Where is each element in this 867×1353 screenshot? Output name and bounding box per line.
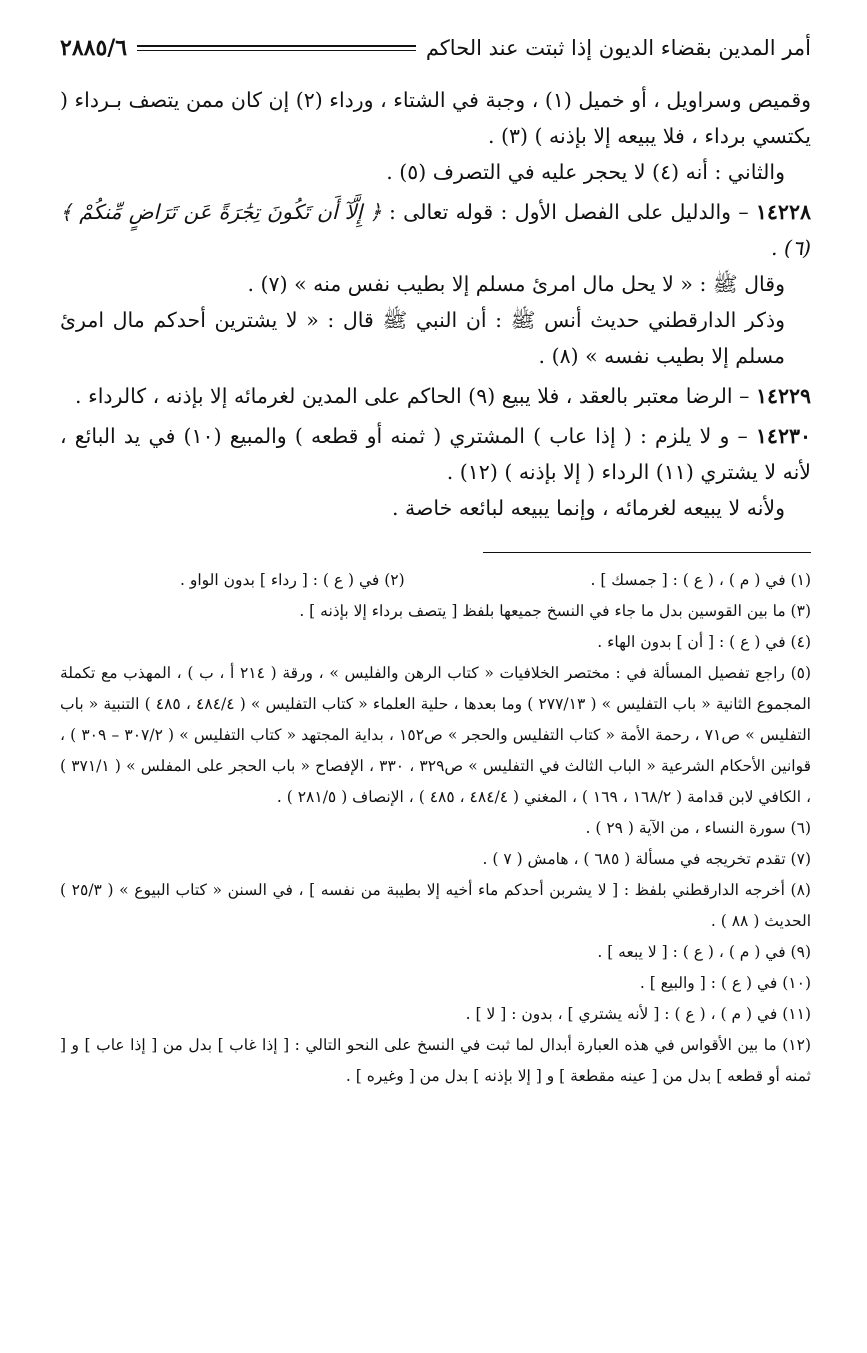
footnote-4: (٤) في ( ع ) : [ أن ] بدون الهاء . xyxy=(597,633,811,651)
footnote-3: (٣) ما بين القوسين بدل ما جاء في النسخ جميعها بلفظ [ يتصف برداء إلا بإذنه ] . xyxy=(299,602,811,620)
issue-paragraph xyxy=(60,194,811,266)
footnote-6: (٦) سورة النساء ، من الآية ( ٢٩ ) . xyxy=(585,819,811,837)
issue-number: ١٤٢٣٠ xyxy=(755,424,811,448)
paragraph: وذكر الدارقطني حديث أنس ﷺ : أن النبي ﷺ قال : « لا يشترين أحدكم مال امرئ مسلم إلا بطيب نفسه » (٨) . xyxy=(60,308,785,368)
footnote-2: (٢) في ( ع ) : [ رداء ] بدون الواو . xyxy=(180,571,405,589)
issue-dash: – xyxy=(737,424,748,448)
footnote-9: (٩) في ( م ) ، ( ع ) : [ لا يبعه ] . xyxy=(597,943,811,961)
footnote-7: (٧) تقدم تخريجه في مسألة ( ٦٨٥ ) ، هامش ( ٧ ) . xyxy=(482,850,811,868)
issue-paragraph xyxy=(60,418,811,490)
footnote-separator xyxy=(483,552,811,553)
issue-dash: – xyxy=(739,384,750,408)
issue-number: ١٤٢٢٩ xyxy=(755,384,811,408)
footnotes xyxy=(60,565,811,1092)
footnote-10: (١٠) في ( ع ) : [ والبيع ] . xyxy=(639,974,811,992)
issue-number: ١٤٢٢٨ xyxy=(755,200,811,224)
page-number: ٢٨٨٥/٦ xyxy=(60,35,128,61)
paragraph-text: الرضا معتبر بالعقد ، فلا يبيع (٩) الحاكم على المدين لغرمائه إلا بإذنه ، كالرداء . xyxy=(75,384,733,408)
footnote-11: (١١) في ( م ) ، ( ع ) : [ لأنه يشتري ] ، بدون : [ لا ] . xyxy=(465,1005,811,1023)
page-header xyxy=(60,28,811,68)
paragraph: وقميص وسراويل ، أو خميل (١) ، وجبة في الشتاء ، ورداء (٢) إن كان ممن يتصف بـرداء ( يكتسي برداء ، فلا يبيعه إلا بإذنه ) (٣) . xyxy=(60,88,812,148)
running-title: أمر المدين بقضاء الديون إذا ثبتت عند الحاكم xyxy=(425,36,811,60)
main-text xyxy=(60,82,811,526)
paragraph: والثاني : أنه (٤) لا يحجر عليه في التصرف (٥) . xyxy=(386,160,785,184)
header-rule xyxy=(137,45,416,51)
footnote-8: (٨) أخرجه الدارقطني بلفظ : [ لا يشربن أحدكم ماء أخيه إلا بطيبة من نفسه ] ، في السنن « كتاب البيوع » ( ٢٥/٣ ) الحديث ( ٨٨ ) . xyxy=(60,881,811,930)
paragraph-text: والدليل على الفصل الأول : قوله تعالى : xyxy=(388,200,732,224)
paragraph: وقال ﷺ : « لا يحل مال امرئ مسلم إلا بطيب نفس منه » (٧) . xyxy=(247,272,785,296)
footnote-1: (١) في ( م ) ، ( ع ) : [ جمسك ] . xyxy=(590,571,811,589)
paragraph: ولأنه لا يبيعه لغرمائه ، وإنما يبيعه لبائعه خاصة . xyxy=(391,496,785,520)
quran-verse: ﴿ إِلَّآ أَن تَكُونَ تِجَٰرَةً عَن تَرَاضٍ مِّنكُمْ ﴾ (٦) . xyxy=(60,200,811,260)
issue-paragraph xyxy=(60,378,811,414)
footnote-5: (٥) راجع تفصيل المسألة في : مختصر الخلافيات « كتاب الرهن والفليس » ، ورقة ( ٢١٤ أ ، ب ) ، المهذب مع تكملة المجموع الثانية « باب التفليس » ( ٢٧٧/١٣ ) وما بعدها ، حلية العلماء « كتاب التفليس » ( ٤٨٤/٤ ، ٤٨٥ ) التنبية « باب التفليس » ص٧١ ، رحمة الأمة « كتاب التفليس والحجر » ص١٥٢ ، بداية المجتهد « كتاب التفليس » ( ٣٠٧/٢ – ٣٠٩ ) ، قوانين الأحكام الشرعية « الباب الثالث في التفليس » ص٣٢٩ ، ٣٣٠ ، الإفصاح « باب الحجر على المفلس » ( ٣٧١/١ ) ، الكافي لابن قدامة ( ١٦٨/٢ ، ١٦٩ ) ، المغني ( ٤٨٤/٤ ، ٤٨٥ ) ، الإنصاف ( ٢٨١/٥ ) . xyxy=(60,664,812,806)
issue-dash: – xyxy=(738,200,749,224)
footnote-row xyxy=(60,565,811,596)
paragraph-text: و لا يلزم : ( إذا عاب ) المشتري ( ثمنه أو قطعه ) والمبيع (١٠) في يد البائع ، لأنه لا يشتري (١١) الرداء ( إلا بإذنه ) (١٢) . xyxy=(60,424,811,484)
footnote-12: (١٢) ما بين الأقواس في هذه العبارة أبدال لما ثبت في النسخ على النحو التالي : [ إذا غاب ] بدل من [ إذا عاب ] و [ ثمنه أو قطعه ] بدل من [ عينه مقطعة ] و [ إلا بإذنه ] بدل من [ وغيره ] . xyxy=(60,1036,811,1085)
